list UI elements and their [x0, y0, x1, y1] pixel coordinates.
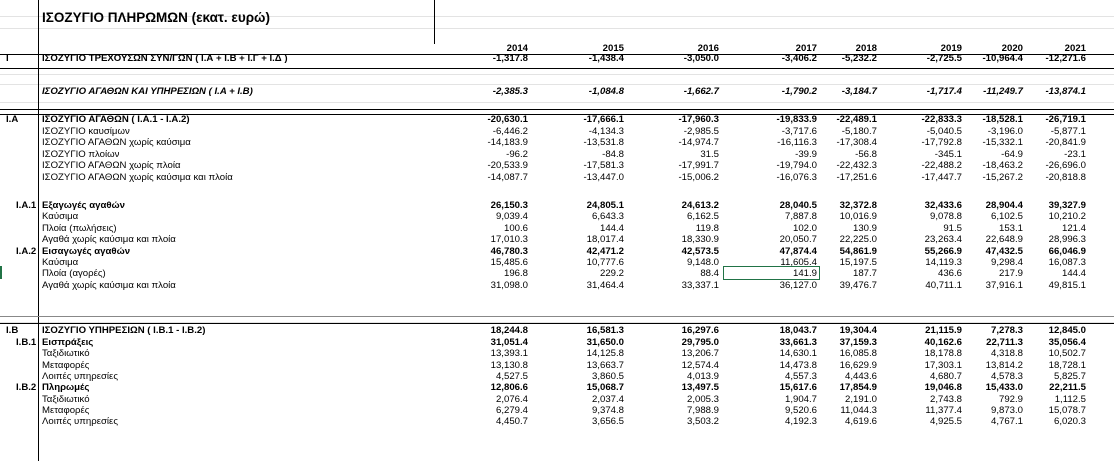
year-header: 2019: [940, 43, 962, 54]
table-cell[interactable]: -16,116.3: [777, 137, 817, 148]
table-cell[interactable]: -15,006.2: [678, 172, 719, 183]
table-cell[interactable]: 13,814.2: [985, 360, 1023, 371]
table-cell[interactable]: 28,040.5: [779, 200, 817, 211]
table-row: [0, 172, 1114, 183]
table-cell[interactable]: 3,860.5: [591, 371, 624, 382]
table-cell[interactable]: 6,643.3: [591, 211, 624, 222]
table-cell[interactable]: 55,266.9: [924, 246, 962, 257]
year-header: 2021: [1064, 43, 1086, 54]
table-cell[interactable]: 37,159.3: [839, 337, 877, 348]
table-cell[interactable]: -20,630.1: [487, 114, 528, 125]
table-cell[interactable]: -14,974.7: [678, 137, 719, 148]
table-cell[interactable]: 23,263.4: [924, 234, 962, 245]
table-cell[interactable]: 22,211.5: [1049, 382, 1086, 393]
table-cell[interactable]: 18,178.8: [924, 348, 962, 359]
table-cell[interactable]: 14,473.8: [779, 360, 817, 371]
table-row: [0, 268, 1114, 279]
table-cell[interactable]: 100.6: [503, 223, 528, 234]
table-cell[interactable]: 4,013.9: [686, 371, 719, 382]
table-cell[interactable]: 792.9: [998, 394, 1023, 405]
row-label: ΙΣΟΖΥΓΙΟ ΑΓΑΘΩΝ χωρίς καύσιμα: [42, 137, 191, 148]
table-cell[interactable]: 24,805.1: [586, 200, 624, 211]
selected-cell[interactable]: [723, 266, 820, 280]
row-label: ΙΣΟΖΥΓΙΟ ΑΓΑΘΩΝ ΚΑΙ ΥΠΗΡΕΣΙΩΝ ( Ι.Α + Ι.Β): [42, 86, 253, 97]
row-label: Εισαγωγές αγαθών: [42, 246, 131, 257]
table-cell[interactable]: 11,044.3: [840, 405, 877, 416]
table-cell[interactable]: 19,046.8: [924, 382, 962, 393]
table-cell[interactable]: 4,767.1: [990, 416, 1023, 427]
table-cell[interactable]: 12,574.4: [681, 360, 719, 371]
table-cell[interactable]: -22,489.1: [836, 114, 877, 125]
table-cell[interactable]: 47,432.5: [985, 246, 1023, 257]
row-code: I.A.2: [16, 246, 37, 257]
table-cell[interactable]: 31.5: [700, 149, 719, 160]
table-cell[interactable]: 9,873.0: [990, 405, 1023, 416]
table-cell[interactable]: -96.2: [506, 149, 528, 160]
table-cell[interactable]: -1,662.7: [683, 86, 719, 97]
table-cell[interactable]: -20,533.9: [487, 160, 528, 171]
table-cell[interactable]: -18,463.2: [982, 160, 1023, 171]
table-cell[interactable]: -17,991.7: [678, 160, 719, 171]
table-cell[interactable]: -13,447.0: [583, 172, 624, 183]
table-row: [0, 86, 1114, 97]
table-cell[interactable]: 42,573.5: [681, 246, 719, 257]
table-cell[interactable]: -3,050.0: [683, 53, 719, 64]
table-cell[interactable]: 42,471.2: [586, 246, 624, 257]
table-cell[interactable]: 9,520.6: [784, 405, 817, 416]
table-cell[interactable]: 16,581.3: [586, 325, 624, 336]
table-cell[interactable]: 3,656.5: [591, 416, 624, 427]
row-selection-indicator: [0, 266, 2, 279]
row-label: ΙΣΟΖΥΓΙΟ πλοίων: [42, 149, 120, 160]
table-row: [0, 348, 1114, 359]
table-cell[interactable]: -1,790.2: [781, 86, 817, 97]
table-cell[interactable]: 4,443.6: [844, 371, 877, 382]
table-row: [0, 160, 1114, 171]
row-code: I.B.2: [16, 382, 37, 393]
table-cell[interactable]: 6,102.5: [990, 211, 1023, 222]
table-cell[interactable]: 22,711.3: [986, 337, 1023, 348]
table-cell[interactable]: 19,304.4: [839, 325, 877, 336]
row-label: Πλοία (πωλήσεις): [42, 223, 117, 234]
table-cell[interactable]: 31,464.4: [586, 280, 624, 291]
row-label: ΙΣΟΖΥΓΙΟ ΑΓΑΘΩΝ χωρίς καύσιμα και πλοία: [42, 172, 233, 183]
table-cell[interactable]: 46,780.3: [490, 246, 528, 257]
table-cell[interactable]: -6,446.2: [492, 126, 528, 137]
table-cell[interactable]: -22,488.2: [921, 160, 962, 171]
table-cell[interactable]: 15,485.6: [490, 257, 528, 268]
table-cell[interactable]: 31,051.4: [490, 337, 528, 348]
table-cell[interactable]: 4,680.7: [929, 371, 962, 382]
table-cell[interactable]: 9,039.4: [495, 211, 528, 222]
table-cell[interactable]: 187.7: [852, 268, 877, 279]
table-cell[interactable]: 4,450.7: [495, 416, 528, 427]
row-label: Ταξιδιωτικό: [42, 348, 90, 359]
table-cell[interactable]: 33,337.1: [681, 280, 719, 291]
table-cell[interactable]: -39.9: [795, 149, 817, 160]
table-cell[interactable]: -23.1: [1064, 149, 1086, 160]
year-header: 2020: [1001, 43, 1023, 54]
table-cell[interactable]: -15,332.1: [982, 137, 1023, 148]
table-cell[interactable]: -19,794.0: [776, 160, 817, 171]
table-cell[interactable]: -5,040.5: [926, 126, 962, 137]
table-cell[interactable]: -20,841.9: [1045, 137, 1086, 148]
table-row: [0, 360, 1114, 371]
table-cell[interactable]: 40,162.6: [924, 337, 962, 348]
row-label: ΙΣΟΖΥΓΙΟ ΥΠΗΡΕΣΙΩΝ ( Ι.Β.1 - Ι.Β.2): [42, 325, 206, 336]
table-cell[interactable]: 6,279.4: [495, 405, 528, 416]
table-cell[interactable]: 9,298.4: [990, 257, 1023, 268]
sheet-title: ΙΣΟΖΥΓΙΟ ΠΛΗΡΩΜΩΝ (εκατ. ευρώ): [42, 10, 270, 25]
table-cell[interactable]: 4,619.6: [844, 416, 877, 427]
table-cell[interactable]: -14,087.7: [487, 172, 528, 183]
year-header: 2017: [795, 43, 817, 54]
table-cell[interactable]: -3,196.0: [987, 126, 1023, 137]
year-header: 2018: [855, 43, 877, 54]
table-cell[interactable]: -12,271.6: [1045, 53, 1086, 64]
table-cell[interactable]: -64.9: [1001, 149, 1023, 160]
table-row: [0, 137, 1114, 148]
table-cell[interactable]: 2,037.4: [591, 394, 624, 405]
table-cell[interactable]: -11,249.7: [983, 86, 1023, 97]
row-label: Καύσιμα: [42, 257, 79, 268]
table-cell[interactable]: 121.4: [1061, 223, 1086, 234]
table-cell[interactable]: 16,297.6: [681, 325, 719, 336]
table-cell[interactable]: 32,433.6: [924, 200, 962, 211]
table-cell[interactable]: 18,017.4: [586, 234, 624, 245]
table-cell[interactable]: -5,232.2: [841, 53, 877, 64]
table-cell[interactable]: 28,904.4: [985, 200, 1023, 211]
table-row: [0, 257, 1114, 268]
table-cell[interactable]: 4,527.5: [495, 371, 528, 382]
table-cell[interactable]: 1,904.7: [784, 394, 817, 405]
table-cell[interactable]: 1,112.5: [1054, 394, 1086, 405]
table-cell[interactable]: -26,696.0: [1045, 160, 1086, 171]
table-row: [0, 416, 1114, 427]
table-cell[interactable]: -18,528.1: [982, 114, 1023, 125]
table-cell[interactable]: -15,267.2: [982, 172, 1023, 183]
table-cell[interactable]: 196.8: [503, 268, 528, 279]
row-label: Αγαθά χωρίς καύσιμα και πλοία: [42, 234, 176, 245]
table-cell[interactable]: -20,818.8: [1045, 172, 1086, 183]
table-cell[interactable]: 18,043.7: [779, 325, 817, 336]
table-row: [0, 114, 1114, 125]
table-cell[interactable]: 13,206.7: [681, 348, 719, 359]
table-cell[interactable]: 37,916.1: [985, 280, 1023, 291]
table-cell[interactable]: -2,985.5: [683, 126, 719, 137]
row-border: [0, 68, 1114, 69]
table-cell[interactable]: 9,374.8: [591, 405, 624, 416]
row-label: Λοιπές υπηρεσίες: [42, 416, 118, 427]
table-cell[interactable]: -17,581.3: [583, 160, 624, 171]
row-label: ΙΣΟΖΥΓΙΟ καυσίμων: [42, 126, 130, 137]
table-cell[interactable]: -1,084.8: [588, 86, 624, 97]
table-cell[interactable]: 36,127.0: [779, 280, 817, 291]
table-row: [0, 149, 1114, 160]
table-cell[interactable]: -17,960.3: [678, 114, 719, 125]
table-cell[interactable]: 39,327.9: [1048, 200, 1086, 211]
table-row: [0, 382, 1114, 393]
table-cell[interactable]: -17,447.7: [921, 172, 962, 183]
row-label: Ταξιδιωτικό: [42, 394, 90, 405]
table-cell[interactable]: 14,630.1: [779, 348, 817, 359]
table-cell[interactable]: 144.4: [599, 223, 624, 234]
table-cell[interactable]: 9,148.0: [686, 257, 719, 268]
table-cell[interactable]: 66,046.9: [1048, 246, 1086, 257]
table-cell[interactable]: 31,650.0: [586, 337, 624, 348]
table-cell[interactable]: -19,833.9: [776, 114, 817, 125]
table-cell[interactable]: 35,056.4: [1048, 337, 1086, 348]
table-cell[interactable]: 32,372.8: [839, 200, 877, 211]
table-row: [0, 53, 1114, 64]
table-cell[interactable]: -14,183.9: [487, 137, 528, 148]
table-cell[interactable]: 9,078.8: [929, 211, 962, 222]
row-label: Εισπράξεις: [42, 337, 94, 348]
table-cell[interactable]: 4,925.5: [929, 416, 962, 427]
row-label: ΙΣΟΖΥΓΙΟ ΤΡΕΧΟΥΣΩΝ ΣΥΝ/ΓΩΝ ( Ι.Α + Ι.Β + Ι.Γ + Ι.Δ ): [42, 53, 288, 64]
table-cell[interactable]: 29,795.0: [681, 337, 719, 348]
table-row: [0, 234, 1114, 245]
row-code: I.B.1: [16, 337, 37, 348]
table-cell[interactable]: 7,278.3: [990, 325, 1023, 336]
table-cell[interactable]: 17,854.9: [839, 382, 877, 393]
table-cell[interactable]: 13,497.5: [681, 382, 719, 393]
row-code: I.A.1: [16, 200, 37, 211]
table-cell[interactable]: 6,162.5: [686, 211, 719, 222]
table-cell[interactable]: -2,725.5: [926, 53, 962, 64]
table-cell[interactable]: -345.1: [934, 149, 962, 160]
table-cell[interactable]: 16,629.9: [839, 360, 877, 371]
table-cell[interactable]: 18,244.8: [490, 325, 528, 336]
column-border: [434, 0, 435, 44]
table-row: [0, 223, 1114, 234]
table-cell[interactable]: 3,503.2: [686, 416, 719, 427]
table-cell[interactable]: 4,578.3: [990, 371, 1023, 382]
table-row: [0, 394, 1114, 405]
table-cell[interactable]: -26,719.1: [1045, 114, 1086, 125]
table-cell[interactable]: -1,438.4: [588, 53, 624, 64]
table-cell[interactable]: 11,605.4: [780, 257, 817, 268]
table-cell[interactable]: 10,016.9: [839, 211, 877, 222]
table-cell[interactable]: 28,996.3: [1048, 234, 1086, 245]
table-cell[interactable]: 15,433.0: [985, 382, 1023, 393]
table-cell[interactable]: 33,661.3: [779, 337, 817, 348]
table-cell[interactable]: 16,087.3: [1048, 257, 1086, 268]
table-cell[interactable]: 7,988.9: [686, 405, 719, 416]
table-cell[interactable]: 130.9: [852, 223, 877, 234]
table-cell[interactable]: 14,119.3: [925, 257, 962, 268]
table-cell[interactable]: -22,432.3: [836, 160, 877, 171]
table-cell[interactable]: 17,303.1: [924, 360, 962, 371]
row-code: I: [6, 53, 9, 64]
table-cell[interactable]: 11,377.4: [925, 405, 962, 416]
row-label: Πλοία (αγορές): [42, 268, 106, 279]
table-cell[interactable]: -10,964.4: [982, 53, 1023, 64]
row-label: Αγαθά χωρίς καύσιμα και πλοία: [42, 280, 176, 291]
table-row: [0, 325, 1114, 336]
table-cell[interactable]: 21,115.9: [925, 325, 962, 336]
table-cell[interactable]: 31,098.0: [490, 280, 528, 291]
table-cell[interactable]: 17,010.3: [490, 234, 528, 245]
table-cell[interactable]: 18,330.9: [681, 234, 719, 245]
table-cell[interactable]: 14,125.8: [586, 348, 624, 359]
table-cell[interactable]: 144.4: [1061, 268, 1086, 279]
table-cell[interactable]: -3,184.7: [841, 86, 877, 97]
table-cell[interactable]: 12,806.6: [490, 382, 528, 393]
table-cell[interactable]: 18,728.1: [1048, 360, 1086, 371]
row-label: Μεταφορές: [42, 360, 90, 371]
table-cell[interactable]: 2,005.3: [686, 394, 719, 405]
table-cell[interactable]: 102.0: [792, 223, 817, 234]
table-cell[interactable]: -3,406.2: [781, 53, 817, 64]
table-row: [0, 280, 1114, 291]
table-cell[interactable]: 2,076.4: [495, 394, 528, 405]
row-label: ΙΣΟΖΥΓΙΟ ΑΓΑΘΩΝ χωρίς πλοία: [42, 160, 181, 171]
table-cell[interactable]: -16,076.3: [776, 172, 817, 183]
table-cell[interactable]: 5,825.7: [1053, 371, 1086, 382]
gridline: [0, 28, 1114, 29]
year-header: 2016: [697, 43, 719, 54]
table-cell[interactable]: 6,020.3: [1053, 416, 1086, 427]
table-cell[interactable]: 7,887.8: [784, 211, 817, 222]
year-header: 2015: [602, 43, 624, 54]
table-cell[interactable]: 10,777.6: [586, 257, 624, 268]
table-cell[interactable]: 22,648.9: [985, 234, 1023, 245]
table-cell[interactable]: -2,385.3: [492, 86, 528, 97]
gridline: [0, 74, 1114, 75]
table-cell[interactable]: 88.4: [700, 268, 719, 279]
table-cell[interactable]: 2,743.8: [929, 394, 962, 405]
table-cell[interactable]: 153.1: [998, 223, 1023, 234]
table-row: [0, 211, 1114, 222]
table-cell[interactable]: 13,663.7: [586, 360, 624, 371]
table-cell[interactable]: 26,150.3: [490, 200, 528, 211]
gridline: [0, 84, 1114, 85]
row-label: Μεταφορές: [42, 405, 90, 416]
table-cell[interactable]: -5,877.1: [1050, 126, 1086, 137]
table-cell[interactable]: 15,078.7: [1048, 405, 1086, 416]
table-row: [0, 200, 1114, 211]
table-cell[interactable]: 91.5: [943, 223, 962, 234]
table-cell[interactable]: 22,225.0: [839, 234, 877, 245]
table-cell[interactable]: 4,192.3: [784, 416, 817, 427]
row-code: I.B: [6, 325, 19, 336]
table-cell[interactable]: 16,085.8: [839, 348, 877, 359]
table-cell[interactable]: 39,476.7: [839, 280, 877, 291]
table-cell[interactable]: -56.8: [855, 149, 877, 160]
year-header: 2014: [506, 43, 528, 54]
row-label: Πληρωμές: [42, 382, 90, 393]
table-row: [0, 405, 1114, 416]
table-cell[interactable]: -84.8: [602, 149, 624, 160]
table-cell[interactable]: 15,197.5: [839, 257, 877, 268]
row-border: [0, 323, 1114, 324]
table-cell[interactable]: 40,711.1: [925, 280, 962, 291]
table-cell[interactable]: -17,251.6: [836, 172, 877, 183]
gridline: [0, 102, 1114, 103]
table-cell[interactable]: -17,666.1: [583, 114, 624, 125]
table-cell[interactable]: -1,717.4: [926, 86, 962, 97]
table-cell[interactable]: 49,815.1: [1048, 280, 1086, 291]
table-cell[interactable]: -1,317.8: [492, 53, 528, 64]
table-cell[interactable]: 10,502.7: [1048, 348, 1086, 359]
row-label: Εξαγωγές αγαθών: [42, 200, 125, 211]
table-cell[interactable]: -17,308.4: [836, 137, 877, 148]
table-cell[interactable]: 2,191.0: [844, 394, 877, 405]
table-cell[interactable]: 436.6: [937, 268, 962, 279]
row-code: I.A: [6, 114, 19, 125]
table-cell[interactable]: -13,874.1: [1045, 86, 1086, 97]
table-cell[interactable]: 13,130.8: [490, 360, 528, 371]
row-label: ΙΣΟΖΥΓΙΟ ΑΓΑΘΩΝ ( Ι.Α.1 - Ι.Α.2): [42, 114, 190, 125]
table-cell[interactable]: -17,792.8: [921, 137, 962, 148]
table-cell[interactable]: 47,874.4: [779, 246, 817, 257]
table-cell[interactable]: 4,557.3: [784, 371, 817, 382]
table-cell[interactable]: 217.9: [998, 268, 1023, 279]
table-cell[interactable]: 119.8: [695, 223, 719, 234]
table-cell[interactable]: 24,613.2: [681, 200, 719, 211]
table-cell[interactable]: 4,318.8: [990, 348, 1023, 359]
table-row: [0, 246, 1114, 257]
row-label: Καύσιμα: [42, 211, 79, 222]
table-cell[interactable]: 54,861.9: [839, 246, 877, 257]
table-cell[interactable]: 20,050.7: [779, 234, 817, 245]
table-cell[interactable]: -5,180.7: [841, 126, 877, 137]
table-cell[interactable]: 13,393.1: [490, 348, 528, 359]
row-border: [0, 109, 1114, 110]
table-row: [0, 337, 1114, 348]
table-cell[interactable]: -4,134.3: [588, 126, 624, 137]
table-cell[interactable]: -13,531.8: [583, 137, 624, 148]
table-cell[interactable]: 141.9: [792, 268, 817, 279]
table-cell[interactable]: -3,717.6: [781, 126, 817, 137]
table-cell[interactable]: -22,833.3: [921, 114, 962, 125]
table-row: [0, 371, 1114, 382]
table-cell[interactable]: 15,068.7: [586, 382, 624, 393]
row-label: Λοιπές υπηρεσίες: [42, 371, 118, 382]
table-cell[interactable]: 15,617.6: [779, 382, 817, 393]
table-cell[interactable]: 229.2: [599, 268, 624, 279]
row-border: [0, 316, 1114, 317]
table-cell[interactable]: 12,845.0: [1048, 325, 1086, 336]
table-row: [0, 126, 1114, 137]
table-cell[interactable]: 10,210.2: [1048, 211, 1086, 222]
